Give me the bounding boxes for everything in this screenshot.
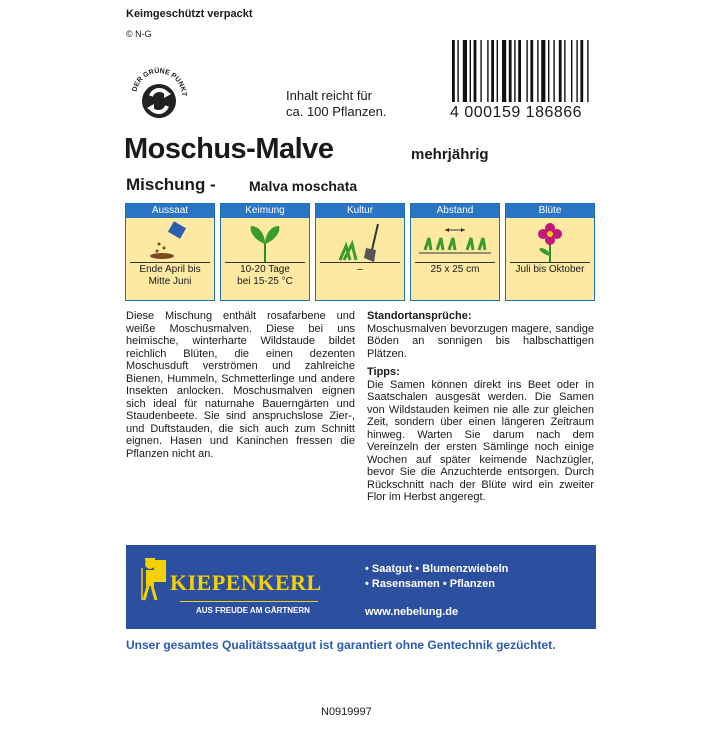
product-title: Moschus-Malve	[124, 133, 334, 165]
brand-name: KIEPENKERL	[170, 570, 322, 595]
brand-products-line: • Rasensamen • Pflanzen	[365, 578, 495, 590]
gruener-punkt-logo	[124, 58, 194, 128]
barcode-number: 4 000159 186866	[450, 104, 583, 121]
care-instructions	[367, 310, 594, 504]
panel-line: 25 x 25 cm	[430, 264, 480, 275]
standort-text: Moschusmalven bevorzugen magere, sandige Böden an sonnigen bis halbschattigen Plätzen.	[367, 322, 594, 360]
panel-line: Mitte Juni	[148, 276, 192, 287]
panel-head: Abstand	[411, 204, 499, 218]
kiepenkerl-figure-icon	[140, 556, 168, 602]
panel-head: Kultur	[316, 204, 404, 218]
copyright: © N-G	[126, 29, 152, 39]
article-number: N0919997	[321, 706, 372, 718]
seedling-icon	[221, 220, 309, 264]
brand-products	[365, 562, 508, 592]
panel-head: Aussaat	[126, 204, 214, 218]
botanical-name: Malva moschata	[249, 178, 358, 194]
seed-bag-icon	[126, 220, 214, 264]
content-line-1: Inhalt reicht für	[286, 88, 372, 103]
brand-slogan: AUS FREUDE AM GÄRTNERN	[196, 606, 310, 615]
panel-bluete	[505, 203, 595, 301]
content-line-2: ca. 100 Pflanzen.	[286, 104, 387, 119]
panel-kultur	[315, 203, 405, 301]
product-title-suffix: mehrjährig	[411, 146, 489, 163]
panel-line: bei 15-25 °C	[237, 276, 293, 287]
product-subtitle: Mischung -	[126, 175, 216, 194]
gentech-note: Unser gesamtes Qualitätssaatgut ist garantiert ohne Gentechnik gezüchtet.	[126, 638, 556, 652]
spacing-icon	[411, 220, 499, 264]
panel-head: Blüte	[506, 204, 594, 218]
panel-head: Keimung	[221, 204, 309, 218]
brand-products-line: • Saatgut • Blumenzwiebeln	[365, 563, 509, 575]
top-note: Keimgeschützt verpackt	[126, 8, 253, 20]
description-text: Diese Mischung enthält rosafarbene und weiße Moschusmalven. Diese bei uns heimische, winterharte Wildstaude bildet reichlich Blüten, die einen dezenten Moschusduft verströmen und zahlreiche Bienen, Hummeln, Schmetterlinge und andere Insekten anlocken. Moschusmalven eignen sich ideal für naturnahe Bauerngärten und Staudenbeete. Sie sind anspruchslose Zier-, und Duftstauden, die sich auch zum Schnitt eignen. Hasen und Kaninchen fressen die Pflanzen nicht an.	[126, 310, 355, 460]
panel-keimung	[220, 203, 310, 301]
standort-heading: Standortansprüche:	[367, 310, 472, 322]
svg-text:DER GRÜNE PUNKT: DER GRÜNE PUNKT	[131, 67, 188, 97]
tipps-text: Die Samen können direkt ins Beet oder in Saatschalen ausgesät werden. Die Samen von Wildstauden keimen nie alle zur gleichen Zeit, sondern über einen längeren Zeitraum hinweg. Warten Sie darum nach dem Vereinzeln der ersten Sämlinge noch einige Wochen auf später keimende Nachzügler, bevor Sie die Anzuchterde entsorgen. Durch Rückschnitt nach der Blüte wird ein zweiter Flor im Herbst angeregt.	[367, 378, 594, 503]
tipps-heading: Tipps:	[367, 366, 400, 378]
panel-abstand	[410, 203, 500, 301]
brand-url[interactable]: www.nebelung.de	[365, 606, 459, 618]
panel-line: Juli bis Oktober	[515, 264, 585, 275]
panel-aussaat	[125, 203, 215, 301]
brand-divider	[180, 601, 318, 602]
shovel-icon	[316, 220, 404, 264]
panel-line: Ende April bis	[139, 264, 201, 275]
panel-line: 10-20 Tage	[240, 264, 290, 275]
panel-line: –	[357, 264, 363, 275]
content-note	[286, 88, 386, 120]
flower-icon	[506, 220, 594, 264]
